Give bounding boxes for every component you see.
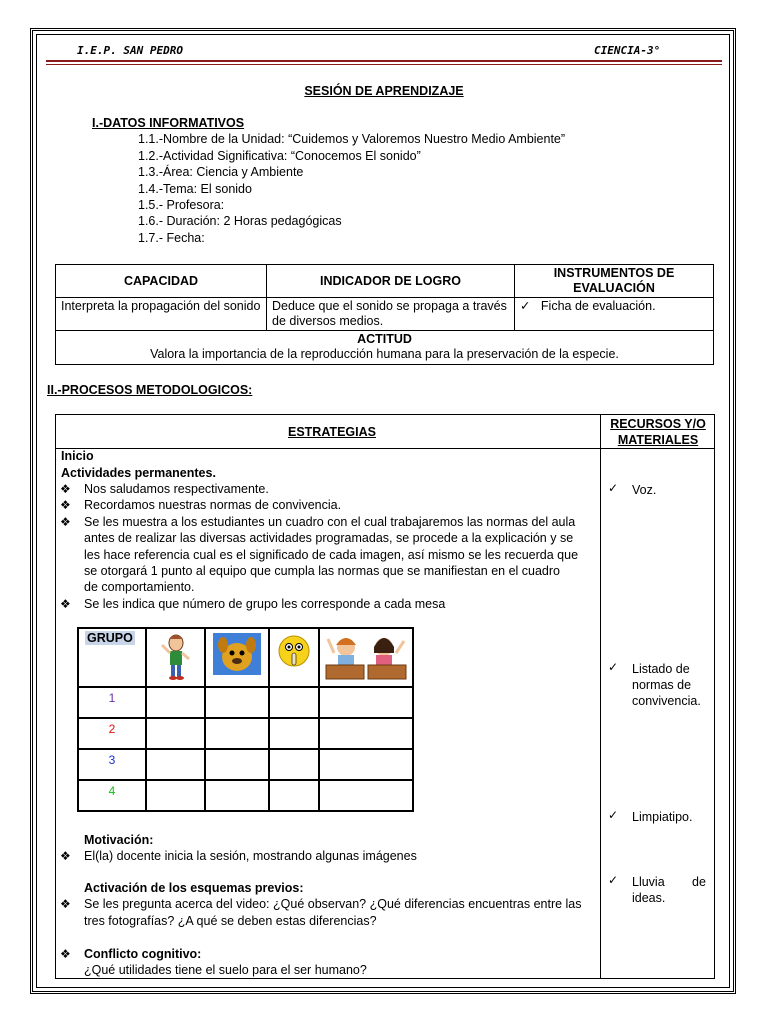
bullet-text: se otorgará 1 punto al equipo que cumpla las normas que se manifiestan en el cuadro — [84, 564, 560, 578]
recurso-limpiatipo: Limpiatipo. — [632, 810, 693, 824]
recurso-lluvia: Lluvia — [632, 875, 665, 889]
page-title: SESIÓN DE APRENDIZAJE — [304, 84, 464, 98]
diamond-bullet-icon: ❖ — [60, 947, 71, 961]
grupo-number: 3 — [108, 753, 116, 767]
norm-image-cell — [269, 628, 319, 687]
instrumentos-cell — [515, 298, 714, 331]
instrumento-text: Ficha de evaluación. — [540, 299, 656, 313]
activacion-text: tres fotografías? ¿A qué se deben estas diferencias? — [84, 914, 377, 928]
check-icon: ✓ — [608, 481, 619, 495]
grupo-number: 4 — [108, 784, 116, 798]
col-estrategias: ESTRATEGIAS — [288, 425, 376, 439]
diamond-bullet-icon: ❖ — [60, 849, 71, 863]
recurso-voz: Voz. — [632, 483, 657, 497]
bullet-text: les hace referencia cual es el significado de cada imagen, así mismo se les recuerda que — [84, 548, 579, 562]
check-icon: ✓ — [520, 299, 531, 313]
person-listening-icon — [158, 633, 194, 681]
bullet-text: Recordamos nuestras normas de convivencia. — [84, 498, 342, 512]
grupo-number: 1 — [108, 691, 116, 705]
motivacion-label: Motivación: — [84, 833, 154, 847]
datos-item: 1.6.- Duración: 2 Horas pedagógicas — [138, 214, 342, 228]
datos-item: 1.5.- Profesora: — [138, 198, 225, 212]
capacidad-table — [55, 264, 714, 365]
motivacion-text: El(la) docente inicia la sesión, mostrando algunas imágenes — [84, 849, 417, 863]
diamond-bullet-icon: ❖ — [60, 498, 71, 512]
datos-item: 1.2.-Actividad Significativa: “Conocemos El sonido” — [138, 149, 421, 163]
grupo-number-cell — [78, 718, 146, 749]
check-icon: ✓ — [608, 873, 619, 887]
school-name: I.E.P. SAN PEDRO — [77, 44, 183, 57]
diamond-bullet-icon: ❖ — [60, 515, 71, 529]
silence-emoji-icon — [276, 633, 312, 669]
activacion-label: Activación de los esquemas previos: — [84, 881, 304, 895]
norm-image-cell — [205, 628, 269, 687]
bullet-text: de comportamiento. — [84, 580, 195, 594]
grupo-header-cell — [78, 628, 146, 687]
grupo-number-cell — [78, 749, 146, 780]
recurso-lluvia-de: de — [692, 875, 706, 889]
col-recursos-2: MATERIALES — [617, 433, 699, 447]
actitud-text: Valora la importancia de la reproducción humana para la preservación de la especie. — [150, 347, 619, 361]
conflicto-label: Conflicto cognitivo: — [84, 947, 202, 961]
recurso-listado: Listado de — [632, 662, 690, 676]
actividades-permanentes: Actividades permanentes. — [61, 466, 216, 480]
bullet-text: Nos saludamos respectivamente. — [84, 482, 269, 496]
datos-item: 1.7.- Fecha: — [138, 231, 205, 245]
col-recursos: RECURSOS Y/O — [610, 417, 706, 431]
norm-image-cell — [319, 628, 413, 687]
datos-item: 1.4.-Tema: El sonido — [138, 182, 252, 196]
check-icon: ✓ — [608, 660, 619, 674]
inicio-label: Inicio — [61, 449, 94, 463]
indicador-cell: Deduce que el sonido se propaga a través de diversos medios. — [267, 298, 515, 331]
col-capacidad: CAPACIDAD — [56, 265, 267, 298]
datos-item: 1.3.-Área: Ciencia y Ambiente — [138, 165, 304, 179]
procesos-heading: II.-PROCESOS METODOLOGICOS: — [47, 383, 253, 397]
header-rule-thin — [46, 64, 722, 65]
header-rule — [46, 60, 722, 62]
diamond-bullet-icon: ❖ — [60, 897, 71, 911]
activacion-text: Se les pregunta acerca del video: ¿Qué observan? ¿Qué diferencias encuentras entre las — [84, 897, 582, 911]
col-instrumentos: INSTRUMENTOS DE EVALUACIÓN — [515, 265, 714, 298]
conflicto-text: ¿Qué utilidades tiene el suelo para el ser humano? — [84, 963, 367, 977]
norm-image-cell — [146, 628, 205, 687]
grupo-number: 2 — [108, 722, 116, 736]
actitud-label: ACTITUD — [357, 332, 412, 346]
check-icon: ✓ — [608, 808, 619, 822]
subject-label: CIENCIA-3° — [594, 44, 661, 57]
datos-heading: I.-DATOS INFORMATIVOS — [92, 116, 245, 130]
capacidad-cell: Interpreta la propagación del sonido — [56, 298, 267, 331]
grupo-number-cell — [78, 687, 146, 718]
actitud-cell — [56, 331, 714, 365]
recurso-listado: normas de — [632, 678, 692, 692]
recurso-listado: convivencia. — [632, 694, 701, 708]
col-indicador: INDICADOR DE LOGRO — [267, 265, 515, 298]
datos-item: 1.1.-Nombre de la Unidad: “Cuidemos y Valoremos Nuestro Medio Ambiente” — [138, 132, 566, 146]
grupo-table — [77, 627, 414, 812]
grupo-number-cell — [78, 780, 146, 811]
recurso-ideas: ideas. — [632, 891, 666, 905]
dog-puppet-icon — [213, 633, 261, 675]
diamond-bullet-icon: ❖ — [60, 597, 71, 611]
procesos-col-divider — [600, 414, 601, 979]
diamond-bullet-icon: ❖ — [60, 482, 71, 496]
bullet-text: Se les muestra a los estudiantes un cuadro con el cual trabajaremos las normas del aula — [84, 515, 576, 529]
bullet-text: antes de realizar las diversas actividades programadas, se procede a la explicación y se — [84, 531, 574, 545]
procesos-header-divider — [55, 448, 715, 449]
grupo-label: GRUPO — [87, 631, 133, 645]
students-at-desk-icon — [322, 633, 410, 681]
bullet-text: Se les indica que número de grupo les corresponde a cada mesa — [84, 597, 446, 611]
